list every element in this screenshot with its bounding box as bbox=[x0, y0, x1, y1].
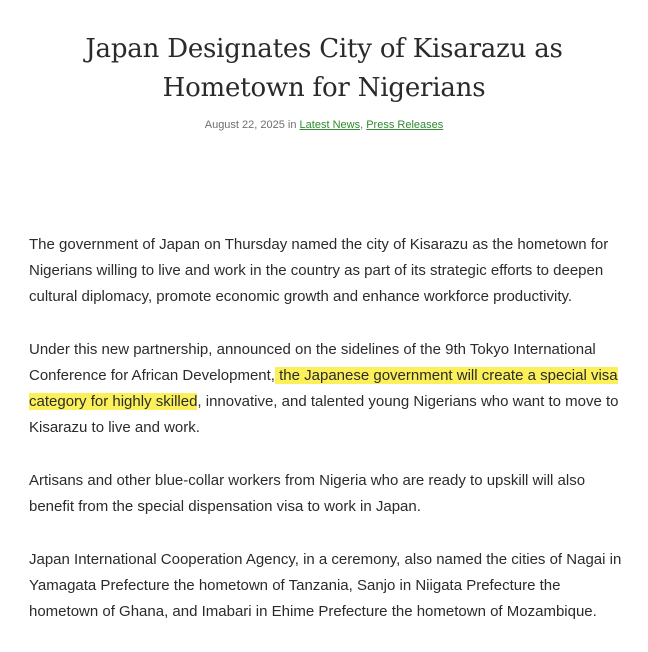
article-body bbox=[29, 232, 629, 652]
highlighted-text: the Japanese government will create a special visa category for highly skilled bbox=[29, 367, 618, 410]
paragraph-2 bbox=[29, 337, 629, 441]
category-link-latest-news[interactable]: Latest News bbox=[299, 119, 361, 131]
article-title: Japan Designates City of Kisarazu as Hometown for Nigerians bbox=[85, 34, 563, 103]
paragraph-2-after: , innovative, and talented young Nigerians who want to move to Kisarazu to live and work. bbox=[29, 393, 619, 436]
paragraph-2-before: Under this new partnership, announced on the sidelines of the 9th Tokyo International Conference for African Development, bbox=[29, 341, 596, 384]
paragraph-1: The government of Japan on Thursday named the city of Kisarazu as the hometown for Nigerians willing to live and work in the country as part of its strategic efforts to deepen cultural diplomacy, promote economic growth and enhance workforce productivity. bbox=[29, 236, 609, 305]
paragraph-3: Artisans and other blue-collar workers from Nigeria who are ready to upskill will also benefit from the special dispensation visa to work in Japan. bbox=[29, 472, 586, 515]
article-meta bbox=[0, 117, 648, 133]
category-separator: , bbox=[360, 119, 367, 131]
category-link-press-releases[interactable]: Press Releases bbox=[366, 119, 444, 131]
meta-in-word: in bbox=[284, 119, 300, 131]
paragraph-4: Japan International Cooperation Agency, in a ceremony, also named the cities of Nagai in Yamagata Prefecture the hometown of Tanzania, Sanjo in Niigata Prefecture the hometown of Ghana, and Imabari in Ehime Prefecture the hometown of Mozambique. bbox=[29, 551, 622, 620]
publish-date: August 22, 2025 bbox=[204, 119, 285, 131]
